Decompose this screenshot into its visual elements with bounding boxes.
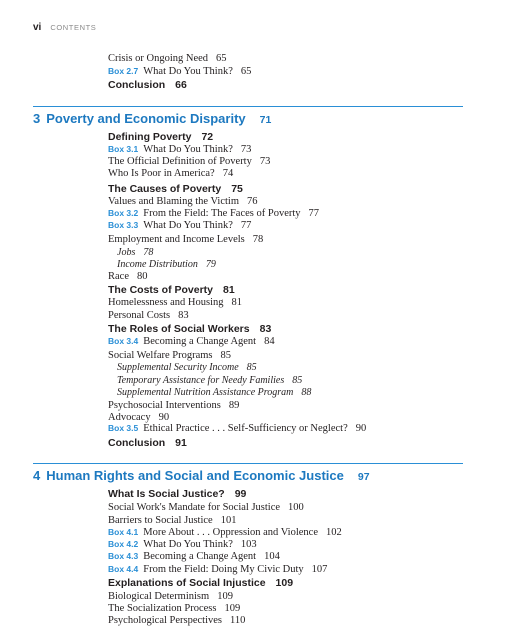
toc-entry <box>108 167 233 180</box>
box-label: Box 3.4 <box>108 336 139 346</box>
entry-page: 102 <box>325 527 342 538</box>
entry-title: What Do You Think? <box>143 539 233 550</box>
entry-title: Social Welfare Programs <box>108 350 213 361</box>
box-label: Box 4.4 <box>108 564 139 574</box>
entry-title: Ethical Practice . . . Self-Sufficiency or Neglect? <box>143 423 348 434</box>
entry-page: 76 <box>247 196 258 207</box>
box-label: Box 4.2 <box>108 539 139 549</box>
box-label: Box 2.7 <box>108 66 139 76</box>
entry-page: 109 <box>224 603 241 614</box>
chapter-title: Human Rights and Social and Economic Justice <box>46 468 344 483</box>
entry-title: Becoming a Change Agent <box>143 551 257 562</box>
entry-page: 81 <box>223 284 235 296</box>
entry-title: The Socialization Process <box>108 603 217 614</box>
entry-title: Supplemental Nutrition Assistance Program <box>117 387 294 398</box>
entry-page: 103 <box>240 539 257 550</box>
section-heading <box>108 488 246 501</box>
chapter-title: Poverty and Economic Disparity <box>46 111 246 126</box>
entry-page: 65 <box>240 66 252 77</box>
entry-title: Becoming a Change Agent <box>143 336 257 347</box>
chapter-divider <box>33 106 463 107</box>
entry-page: 77 <box>308 208 320 219</box>
entry-page: 74 <box>222 168 234 179</box>
entry-page: 73 <box>259 156 271 167</box>
chapter-divider <box>33 463 463 464</box>
entry-title: Personal Costs <box>108 310 171 321</box>
entry-page: 75 <box>231 183 243 195</box>
entry-page: 72 <box>201 131 214 143</box>
toc-entry <box>108 309 189 322</box>
entry-title: Temporary Assistance for Needy Families <box>117 375 285 386</box>
running-head <box>33 22 96 36</box>
box-label: Box 3.5 <box>108 423 139 433</box>
entry-page: 89 <box>228 400 240 411</box>
entry-title: Who Is Poor in America? <box>108 168 215 179</box>
box-label: Box 4.1 <box>108 527 139 537</box>
entry-title: Advocacy <box>108 412 151 423</box>
entry-page: 91 <box>175 437 187 449</box>
box-label: Box 4.3 <box>108 551 139 561</box>
chapter-page: 97 <box>357 471 370 483</box>
entry-page: 104 <box>264 551 280 562</box>
entry-page: 80 <box>137 271 148 282</box>
chapter-page: 71 <box>259 114 272 126</box>
entry-title: The Costs of Poverty <box>108 284 214 296</box>
entry-title: Barriers to Social Justice <box>108 515 213 526</box>
toc-entry <box>108 52 227 65</box>
entry-page: 107 <box>311 564 328 575</box>
entry-page: 85 <box>246 362 257 373</box>
entry-title: Psychological Perspectives <box>108 615 223 626</box>
box-entry <box>108 422 366 435</box>
toc-entry <box>108 614 245 627</box>
entry-title: Race <box>108 271 129 282</box>
box-label: Box 3.3 <box>108 220 139 230</box>
entry-title: What Do You Think? <box>143 144 233 155</box>
chapter-number: 4 <box>33 468 41 483</box>
entry-page: 73 <box>240 144 252 155</box>
box-entry <box>108 563 327 576</box>
entry-title: What Do You Think? <box>143 220 233 231</box>
entry-title: Explanations of Social Injustice <box>108 577 266 589</box>
entry-title: Jobs <box>117 247 136 258</box>
entry-page: 84 <box>264 336 275 347</box>
page-number: vi <box>33 22 42 33</box>
entry-title: Defining Poverty <box>108 131 192 143</box>
box-entry <box>108 335 275 348</box>
entry-page: 90 <box>355 423 367 434</box>
section-heading <box>108 577 293 590</box>
entry-page: 101 <box>220 515 237 526</box>
entry-title: Income Distribution <box>117 259 198 270</box>
section-heading <box>108 79 187 92</box>
entry-page: 100 <box>288 502 304 513</box>
entry-page: 109 <box>217 591 233 602</box>
box-label: Box 3.1 <box>108 144 139 154</box>
entry-page: 85 <box>292 375 303 386</box>
chapter-number: 3 <box>33 111 41 126</box>
subtopic-entry <box>117 361 257 374</box>
entry-page: 78 <box>252 234 264 245</box>
entry-page: 90 <box>158 412 170 423</box>
entry-title: Employment and Income Levels <box>108 234 245 245</box>
toc-entry <box>108 501 304 514</box>
entry-title: The Official Definition of Poverty <box>108 156 252 167</box>
entry-title: Crisis or Ongoing Need <box>108 53 209 64</box>
entry-page: 78 <box>143 247 154 258</box>
running-title: CONTENTS <box>50 23 97 32</box>
entry-page: 83 <box>178 310 189 321</box>
entry-page: 109 <box>275 577 294 589</box>
entry-title: What Do You Think? <box>143 66 233 77</box>
entry-page: 79 <box>205 259 216 270</box>
entry-title: The Causes of Poverty <box>108 183 222 195</box>
entry-title: From the Field: Doing My Civic Duty <box>143 564 304 575</box>
toc-entry <box>108 270 148 283</box>
chapter-heading <box>33 111 271 126</box>
entry-title: Psychosocial Interventions <box>108 400 221 411</box>
entry-title: Homelessness and Housing <box>108 297 224 308</box>
box-entry <box>108 219 251 232</box>
entry-page: 81 <box>231 297 242 308</box>
entry-title: Conclusion <box>108 437 166 449</box>
entry-page: 66 <box>175 79 187 91</box>
toc-entry <box>108 233 263 246</box>
entry-page: 77 <box>240 220 252 231</box>
entry-page: 110 <box>230 615 246 626</box>
entry-title: From the Field: The Faces of Poverty <box>143 208 301 219</box>
box-entry <box>108 65 251 78</box>
entry-title: The Roles of Social Workers <box>108 323 250 335</box>
entry-page: 65 <box>216 53 227 64</box>
toc-entry <box>108 296 242 309</box>
entry-title: What Is Social Justice? <box>108 488 225 500</box>
box-entry <box>108 550 280 563</box>
entry-title: Social Work's Mandate for Social Justice <box>108 502 281 513</box>
entry-page: 99 <box>234 488 247 500</box>
entry-page: 85 <box>220 350 232 361</box>
section-heading <box>108 437 187 450</box>
entry-title: More About . . . Oppression and Violence <box>143 527 318 538</box>
subtopic-entry <box>117 386 311 399</box>
entry-title: Conclusion <box>108 79 166 91</box>
entry-title: Biological Determinism <box>108 591 210 602</box>
chapter-heading <box>33 468 370 483</box>
entry-page: 88 <box>301 387 312 398</box>
entry-page: 83 <box>259 323 272 335</box>
entry-title: Values and Blaming the Victim <box>108 196 239 207</box>
box-label: Box 3.2 <box>108 208 139 218</box>
entry-title: Supplemental Security Income <box>117 362 239 373</box>
